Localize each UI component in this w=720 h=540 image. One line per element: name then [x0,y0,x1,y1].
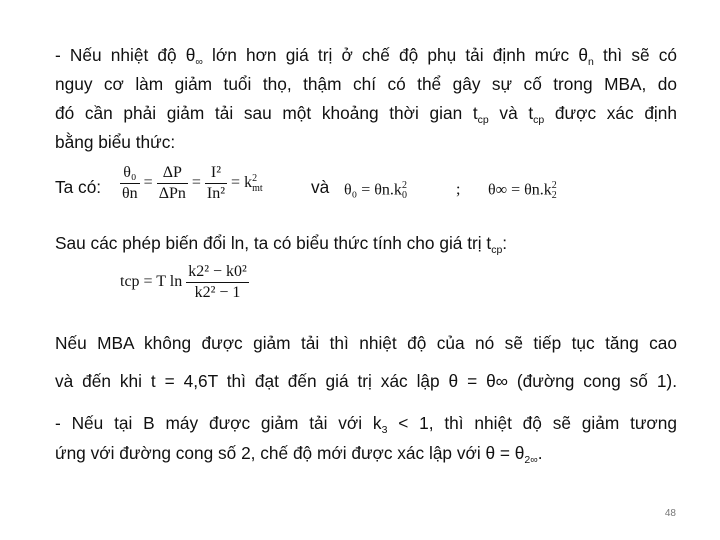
equation-1-conjunction: và [311,177,330,197]
text: được xác định [544,103,677,123]
text: và đến khi t = 4,6T thì đạt đến giá trị xác lập θ = θ∞ (đường cong số 1). [55,371,677,391]
subscript: cp [491,244,503,256]
rhs: = k [231,174,253,192]
subscript: 2 [551,190,557,201]
paragraph-3-line-1 [55,332,677,354]
numerator: θ₀ [120,163,140,184]
subscript: 2∞ [524,454,538,466]
subscript: cp [477,114,489,126]
text: Nếu MBA không được giảm tải thì nhiệt độ của nó sẽ tiếp tục tăng cao [55,333,677,353]
paragraph-4-line-1 [55,412,677,441]
superscript: 2 [252,172,258,184]
equation-separator: ; [456,181,461,198]
text: lớn hơn giá trị ở chế độ phụ tải định mức θ [202,45,588,65]
numerator: ΔP [157,163,188,184]
fraction-theta [120,163,140,204]
text: và t [488,103,534,123]
subscript: ∞ [195,56,203,68]
equation-theta-infinity [488,181,557,201]
fraction-log-argument [186,262,249,303]
subscript: mt [252,182,263,194]
subscript: n [587,56,594,68]
text: ứng với đường cong số 2, chế độ mới được xác lập với θ = θ [55,443,525,463]
equation-1-prefix: Ta có: [55,177,102,197]
fraction-power [157,163,188,204]
paragraph-1-line-3 [55,102,677,131]
superscript: 2 [401,180,407,191]
subscript: 0 [401,190,407,201]
text: . [537,443,543,463]
subscript: 3 [381,424,388,436]
text: < 1, thì nhiệt độ sẽ giảm tương [387,413,677,433]
denominator: ΔPn [158,185,186,202]
paragraph-1-line-2 [55,73,677,95]
equation-1-ratio-chain [120,163,263,204]
text: nguy cơ làm giảm tuổi thọ, thậm chí có thể gây sự cố trong MBA, do [55,74,677,94]
text: - Nếu nhiệt độ θ [55,45,196,65]
text: đó cần phải giảm tải sau một khoảng thời gian t [55,103,478,123]
expression: θ∞ = θn.k [488,181,552,199]
text: Sau các phép biến đổi ln, ta có biểu thức tính cho giá trị t [55,233,492,253]
equation-tcp [120,262,249,303]
denominator: k2² − 1 [194,284,241,301]
numerator: k2² − k0² [186,262,249,283]
text: bằng biểu thức: [55,132,176,152]
equation-theta-zero [344,181,407,201]
equals-sign: = [143,174,153,192]
paragraph-1-line-1 [55,44,677,73]
lhs: tcp = T ln [120,273,183,291]
text: thì sẽ có [593,45,677,65]
text: : [502,233,508,253]
page-number: 48 [664,508,676,519]
paragraph-4-line-2 [55,442,677,471]
superscript: 2 [551,180,557,191]
numerator: I² [205,163,227,184]
fraction-current [205,163,227,204]
denominator: In² [206,185,226,202]
text: - Nếu tại B máy được giảm tải với k [55,413,382,433]
paragraph-2 [55,232,677,261]
paragraph-1-line-4 [55,131,677,153]
denominator: θn [122,185,138,202]
subscript: cp [533,114,545,126]
paragraph-3-line-2 [55,370,677,392]
equals-sign: = [191,174,201,192]
expression: θ₀ = θn.k [344,181,402,199]
